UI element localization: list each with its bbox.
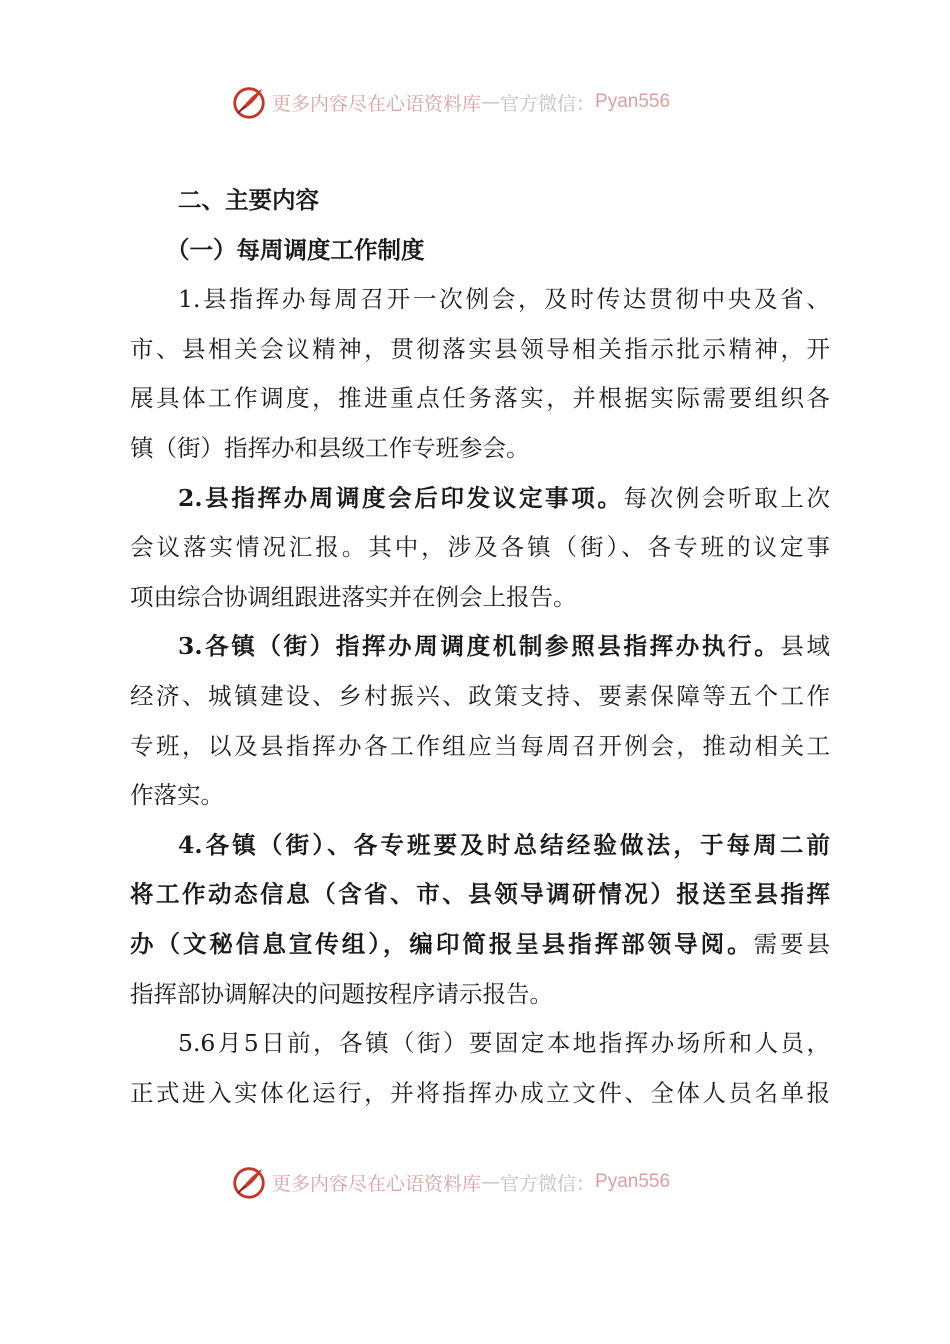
document-body — [130, 176, 830, 1118]
paragraph-2 — [130, 474, 830, 623]
paragraph-line: 4.各镇（街）、各专班要及时总结经验做法，于每周二前 — [178, 830, 830, 859]
paragraph-line: 指挥部协调解决的问题按程序请示报告。 — [130, 979, 553, 1008]
paragraph-line: 项由综合协调组跟进落实并在例会上报告。 — [130, 582, 577, 611]
paragraph-line: 镇（街）指挥办和县级工作专班参会。 — [130, 433, 530, 462]
section-title: 二、主要内容 — [178, 186, 319, 214]
paragraph-bold-lead: 3.各镇（街）指挥办周调度机制参照县指挥办执行。 — [178, 632, 781, 661]
paragraph-line: 会议落实情况汇报。其中，涉及各镇（街）、各专班的议定事 — [130, 533, 830, 562]
paragraph-line — [130, 622, 830, 672]
paragraph-line: 将工作动态信息（含省、市、县领导调研情况）报送至县指挥 — [130, 880, 830, 909]
watermark-banner-bottom — [230, 1162, 670, 1202]
paragraph-line: 5.6月5日前，各镇（街）要固定本地指挥办场所和人员， — [178, 1029, 830, 1058]
watermark-separator: — — [481, 1171, 501, 1193]
watermark-wechat-id: Pyan556 — [595, 91, 671, 112]
paragraph-4 — [130, 821, 830, 1019]
paragraph-inline-text: 县域 — [780, 632, 830, 661]
paragraph-line: 展具体工作调度，推进重点任务落实，并根据实际需要组织各 — [130, 384, 830, 413]
paragraph-line — [130, 920, 830, 970]
paragraph-line: 经济、城镇建设、乡村振兴、政策支持、要素保障等五个工作 — [130, 681, 830, 710]
paragraph-line: 1.县指挥办每周召开一次例会，及时传达贯彻中央及省、 — [178, 285, 830, 314]
paragraph-5 — [130, 1019, 830, 1118]
quill-logo-icon — [230, 1163, 268, 1201]
watermark-label: 官方微信： — [500, 92, 596, 115]
watermark-site-text: 更多内容尽在心语资料库 — [272, 92, 482, 115]
subsection-title: （一）每周调度工作制度 — [166, 235, 425, 264]
paragraph-1 — [130, 275, 830, 473]
paragraph-inline-text: 每次例会听取上次 — [623, 483, 830, 512]
watermark-banner-top — [230, 82, 670, 122]
watermark-separator: — — [481, 91, 501, 113]
watermark-site-text: 更多内容尽在心语资料库 — [272, 1172, 482, 1195]
quill-logo-icon — [230, 83, 268, 121]
paragraph-line: 正式进入实体化运行，并将指挥办成立文件、全体人员名单报 — [130, 1078, 830, 1107]
paragraph-line: 专班，以及县指挥办各工作组应当每周召开例会，推动相关工 — [130, 731, 830, 760]
watermark-wechat-id: Pyan556 — [595, 1171, 671, 1192]
paragraph-line: 市、县相关会议精神，贯彻落实县领导相关指示批示精神，开 — [130, 334, 830, 363]
paragraph-line — [130, 474, 830, 524]
paragraph-3 — [130, 622, 830, 820]
paragraph-bold-lead: 办（文秘信息宣传组），编印简报呈县指挥部领导阅。 — [130, 929, 754, 958]
watermark-label: 官方微信： — [500, 1172, 596, 1195]
paragraph-line: 作落实。 — [130, 781, 224, 810]
paragraph-inline-text: 需要县 — [753, 929, 830, 958]
paragraph-bold-lead: 2.县指挥办周调度会后印发议定事项。 — [178, 483, 624, 512]
